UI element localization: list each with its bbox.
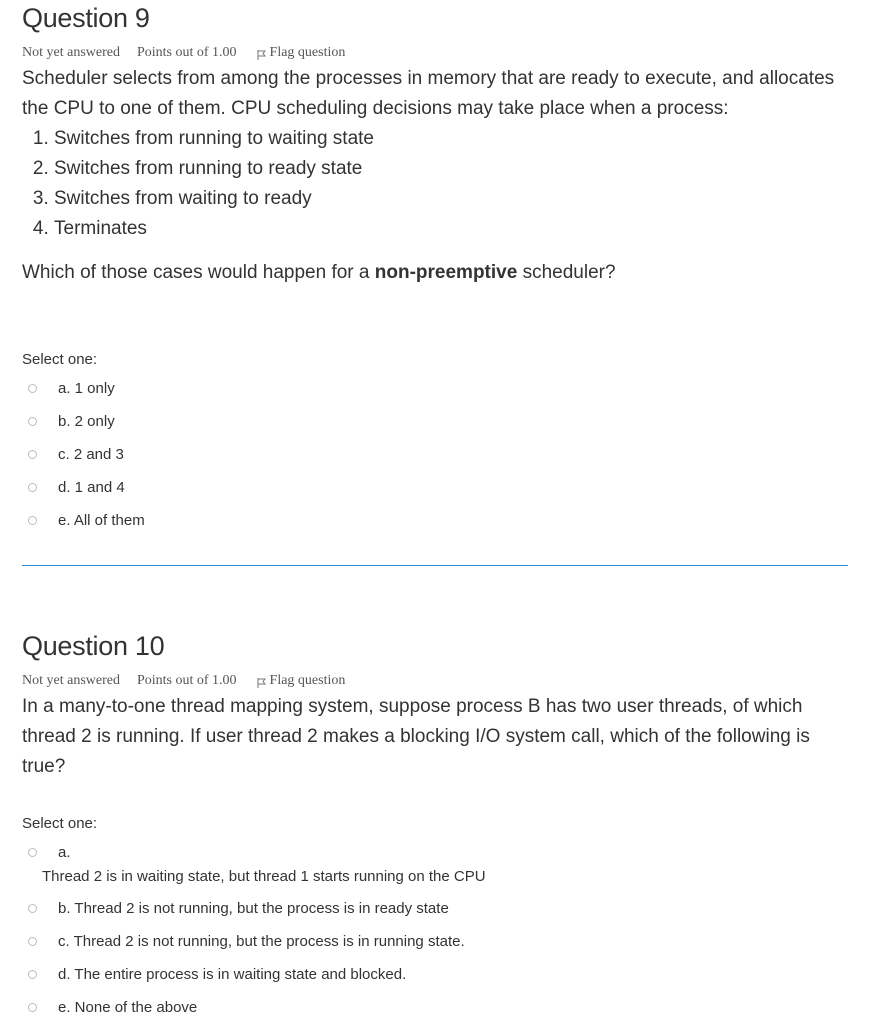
q10-option-b[interactable]: [28, 900, 449, 917]
question-divider: [22, 565, 848, 566]
option-label: b. 2 only: [58, 413, 115, 430]
option-label: c. 2 and 3: [58, 446, 124, 463]
q9-option-d[interactable]: [28, 479, 125, 496]
flag-icon: [257, 50, 266, 60]
question-10-flag-label: Flag question: [269, 673, 346, 688]
question-9-flag-label: Flag question: [269, 45, 346, 60]
option-label: d. The entire process is in waiting state and blocked.: [58, 966, 407, 983]
question-10-status: Not yet answered: [22, 673, 120, 688]
option-label: a.: [58, 844, 71, 861]
radio-button[interactable]: [28, 450, 37, 459]
radio-button[interactable]: [28, 384, 37, 393]
radio-button[interactable]: [28, 483, 37, 492]
radio-button[interactable]: [28, 516, 37, 525]
case-item: 2. Switches from running to ready state: [54, 154, 852, 184]
radio-button[interactable]: [28, 970, 37, 979]
q9-option-a[interactable]: [28, 380, 115, 397]
question-9-info: [22, 45, 345, 61]
q10-option-d[interactable]: [28, 966, 406, 983]
q9-option-b[interactable]: [28, 413, 115, 430]
question-9-case-list: [22, 124, 852, 244]
option-label: b. Thread 2 is not running, but the process is in ready state: [58, 900, 449, 917]
question-10-title: Question 10: [22, 631, 165, 661]
question-9-prompt: [22, 258, 852, 288]
q9-option-e[interactable]: [28, 512, 145, 529]
question-10-info: [22, 673, 345, 689]
question-9-title: Question 9: [22, 3, 150, 33]
prompt-emphasis: non-preemptive: [374, 262, 518, 283]
option-label: d. 1 and 4: [58, 479, 125, 496]
question-10-points: Points out of 1.00: [136, 673, 237, 688]
radio-button[interactable]: [28, 1003, 37, 1012]
option-label: e. None of the above: [58, 999, 198, 1016]
question-9-flag-button[interactable]: [257, 45, 346, 61]
question-9-status: Not yet answered: [22, 45, 120, 60]
q10-option-a[interactable]: [28, 844, 486, 885]
question-9-select-one: Select one:: [22, 351, 98, 368]
case-item: 4. Terminates: [54, 214, 852, 244]
question-10-flag-button[interactable]: [257, 673, 346, 689]
question-9-text: [22, 64, 852, 288]
option-label: e. All of them: [58, 512, 145, 529]
q10-option-e[interactable]: [28, 999, 197, 1016]
prompt-text: Which of those cases would happen for a: [22, 262, 375, 283]
option-a-text: Thread 2 is in waiting state, but thread 1 starts running on the CPU: [42, 868, 486, 885]
option-label: a. 1 only: [58, 380, 115, 397]
radio-button[interactable]: [28, 848, 37, 857]
radio-button[interactable]: [28, 904, 37, 913]
question-9-points: Points out of 1.00: [136, 45, 237, 60]
option-label: c. Thread 2 is not running, but the process is in running state.: [58, 933, 465, 950]
q9-option-c[interactable]: [28, 446, 124, 463]
flag-icon: [257, 678, 266, 688]
question-10-text: [22, 692, 852, 782]
question-10-body: In a many-to-one thread mapping system, suppose process B has two user threads, of which thread 2 is running. If user thread 2 makes a blocking I/O system call, which of the following is true?: [22, 696, 810, 777]
radio-button[interactable]: [28, 417, 37, 426]
question-9-intro: Scheduler selects from among the processes in memory that are ready to execute, and allocates the CPU to one of them. CPU scheduling decisions may take place when a process:: [22, 68, 835, 119]
q10-option-c[interactable]: [28, 933, 465, 950]
prompt-text-end: scheduler?: [517, 262, 616, 283]
question-10-select-one: Select one:: [22, 815, 98, 832]
case-item: 3. Switches from waiting to ready: [54, 184, 852, 214]
radio-button[interactable]: [28, 937, 37, 946]
case-item: 1. Switches from running to waiting state: [54, 124, 852, 154]
